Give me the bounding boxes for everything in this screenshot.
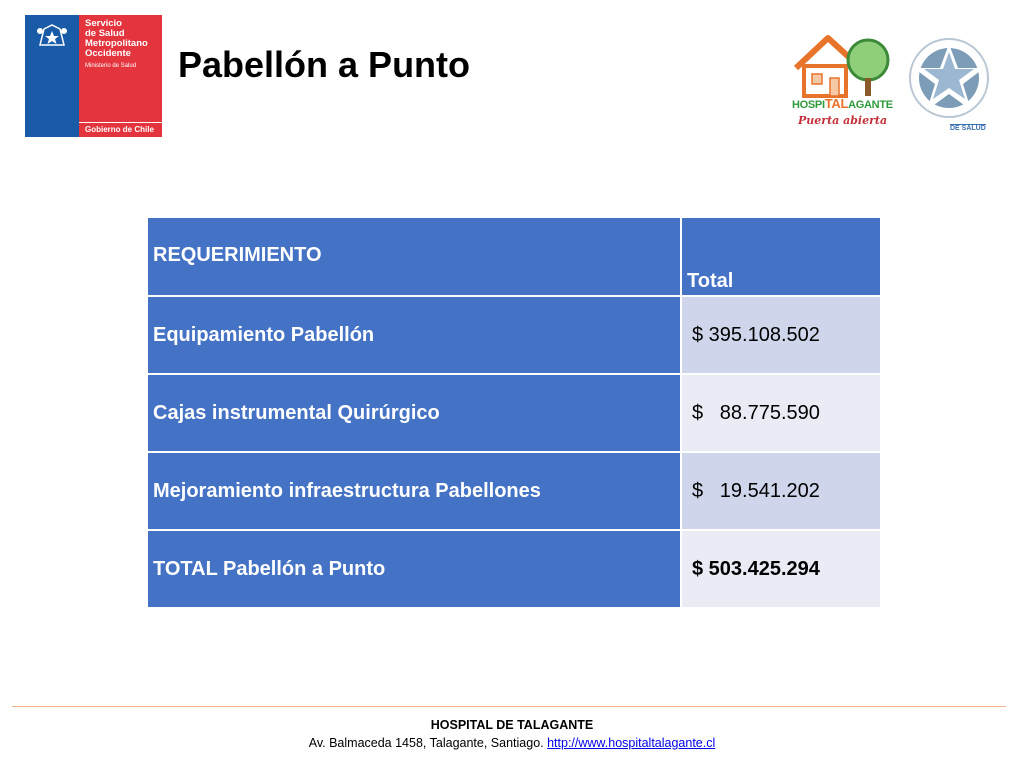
- table-row: [148, 297, 880, 373]
- gobierno-logo: [25, 15, 162, 137]
- gobierno-logo-red-panel: [79, 15, 162, 137]
- page-title: Pabellón a Punto: [178, 44, 471, 85]
- row-item: Cajas instrumental Quirúrgico: [148, 375, 680, 451]
- footer-hospital-name: HOSPITAL DE TALAGANTE: [430, 718, 594, 732]
- row-total: $ 395.108.502: [682, 297, 880, 373]
- row-item: TOTAL Pabellón a Punto: [148, 531, 680, 607]
- row-total: $ 503.425.294: [682, 531, 880, 607]
- hospital-logo-tagline: Puerta abierta: [798, 114, 888, 127]
- logo-divider: [79, 122, 162, 123]
- logo-line: Servicio: [85, 18, 122, 29]
- requirements-table: [146, 216, 882, 609]
- footer-website-link[interactable]: http://www.hospitaltalagante.cl: [547, 736, 716, 750]
- accreditation-label: DE SALUD: [950, 125, 986, 132]
- logo-line: Metropolitano: [85, 38, 148, 49]
- row-total: $ 19.541.202: [682, 453, 880, 529]
- row-item: Mejoramiento infraestructura Pabellones: [148, 453, 680, 529]
- logo-line: de Salud: [85, 28, 125, 39]
- footer-address-line: [0, 734, 1024, 752]
- hospital-logo: [790, 32, 896, 138]
- logo-government: Gobierno de Chile: [85, 125, 154, 134]
- house-tree-icon: [790, 32, 896, 102]
- table-row-total: [148, 531, 880, 607]
- header-total: Total: [682, 218, 880, 295]
- gobierno-logo-blue-panel: [25, 15, 79, 137]
- footer: [0, 716, 1024, 752]
- table-header-row: [148, 218, 880, 295]
- chile-crest-icon: [32, 21, 72, 51]
- row-total: $ 88.775.590: [682, 375, 880, 451]
- accreditation-star-icon: [904, 36, 994, 122]
- header-requerimiento: REQUERIMIENTO: [148, 218, 680, 295]
- hospital-logo-wordmark: HOSPITALAGANTE: [792, 96, 893, 111]
- table-row: [148, 453, 880, 529]
- footer-address: Av. Balmaceda 1458, Talagante, Santiago.: [308, 736, 544, 750]
- row-item: Equipamiento Pabellón: [148, 297, 680, 373]
- table-row: [148, 375, 880, 451]
- footer-divider: [12, 706, 1006, 707]
- logo-line: Occidente: [85, 48, 131, 59]
- accreditation-logo: [904, 36, 994, 136]
- logo-ministry: Ministerio de Salud: [85, 63, 137, 69]
